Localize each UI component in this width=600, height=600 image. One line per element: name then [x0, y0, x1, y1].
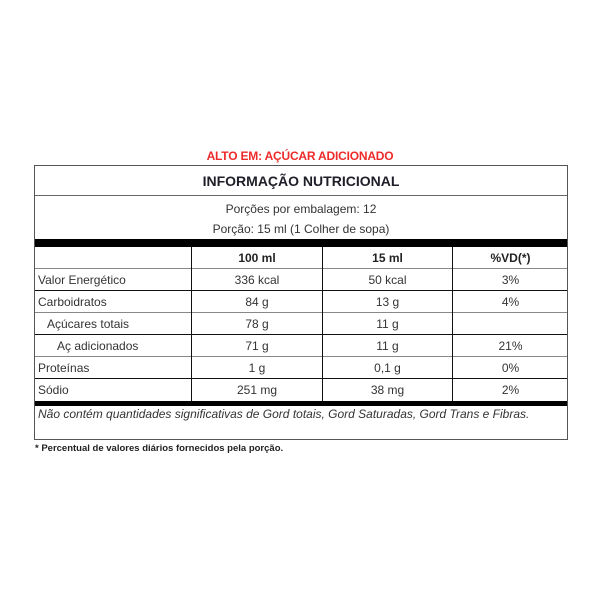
value-portion: 0,1 g [322, 357, 452, 379]
value-vd: 21% [452, 335, 568, 357]
nutrient-name: Sódio [38, 383, 69, 397]
nutrient-name: Aç adicionados [57, 339, 139, 353]
value-100ml: 71 g [191, 335, 322, 357]
column-header-portion: 15 ml [322, 247, 452, 269]
value-100ml: 84 g [191, 291, 322, 313]
portion-info [35, 196, 567, 240]
value-100ml: 336 kcal [191, 269, 322, 291]
value-portion: 11 g [322, 335, 452, 357]
column-header-100ml: 100 ml [191, 247, 322, 269]
daily-value-footnote: * Percentual de valores diários fornecidos pela porção. [35, 443, 284, 454]
high-in-added-sugar-warning: ALTO EM: AÇÚCAR ADICIONADO [206, 149, 394, 163]
nutrient-name: Açúcares totais [47, 317, 130, 331]
value-portion: 11 g [322, 313, 452, 335]
value-portion: 50 kcal [322, 269, 452, 291]
nutrient-name: Proteínas [38, 361, 90, 375]
column-header-nutrient [35, 247, 191, 269]
value-100ml: 1 g [191, 357, 322, 379]
insignificant-amounts-note: Não contém quantidades significativas de Gord totais, Gord Saturadas, Gord Trans e Fibras. [38, 407, 530, 421]
value-vd: 4% [452, 291, 568, 313]
value-vd: 0% [452, 357, 568, 379]
nutrient-name: Carboidratos [38, 295, 107, 309]
table-title: INFORMAÇÃO NUTRICIONAL [35, 166, 567, 196]
table-row [35, 335, 567, 357]
value-100ml: 251 mg [191, 379, 322, 401]
value-vd [452, 313, 568, 335]
value-vd: 2% [452, 379, 568, 401]
nutrition-facts-table [34, 165, 568, 440]
column-header-vd: %VD(*) [452, 247, 568, 269]
serving-size: Porção: 15 ml (1 Colher de sopa) [212, 222, 390, 236]
servings-per-package: Porções por embalagem: 12 [225, 202, 377, 216]
value-portion: 38 mg [322, 379, 452, 401]
header-divider-bar [35, 239, 567, 247]
value-100ml: 78 g [191, 313, 322, 335]
nutrient-name: Valor Energético [38, 273, 126, 287]
table-row [35, 313, 567, 335]
table-row [35, 291, 567, 313]
table-row [35, 357, 567, 379]
column-header-row [35, 247, 567, 269]
table-row [35, 379, 567, 401]
table-row [35, 269, 567, 291]
value-vd: 3% [452, 269, 568, 291]
value-portion: 13 g [322, 291, 452, 313]
